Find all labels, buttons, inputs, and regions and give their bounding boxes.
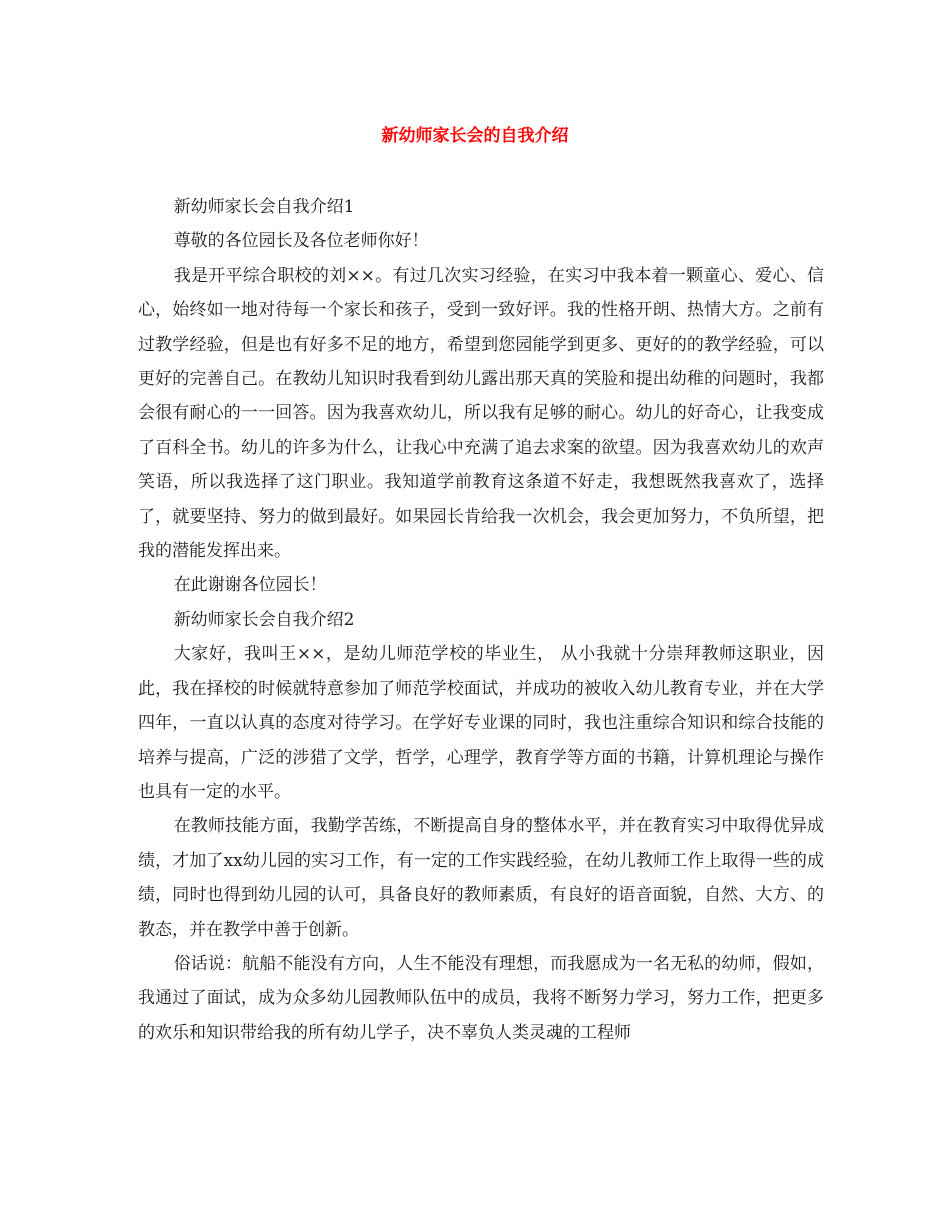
- paragraph-heading-2: 新幼师家长会自我介绍2: [173, 609, 355, 630]
- paragraph-aspiration: 俗话说：航船不能没有方向，人生不能没有理想，而我愿成为一名无私的幼师，假如，我通过了面试，成为众多幼儿园教师队伍中的成员，我将不断努力学习，努力工作，把更多的欢乐和知识带给我的所有幼儿学子，决不辜负人类灵魂的工程师: [138, 953, 824, 1043]
- paragraph-greeting: 尊敬的各位园长及各位老师你好！: [173, 231, 429, 252]
- paragraph-thanks: 在此谢谢各位园长！: [173, 575, 327, 596]
- paragraph-skills: 在教师技能方面，我勤学苦练，不断提高自身的整体水平，并在教育实习中取得优异成绩，才加了xx幼儿园的实习工作，有一定的工作实践经验，在幼儿教师工作上取得一些的成绩，同时也得到幼儿园的认可，具备良好的教师素质，有良好的语音面貌，自然、大方、的教态，并在教学中善于创新。: [138, 816, 824, 940]
- paragraph-intro-1: 我是开平综合职校的刘××。有过几次实习经验，在实习中我本着一颗童心、爱心、信心，始终如一地对待每一个家长和孩子，受到一致好评。我的性格开朗、热情大方。之前有过教学经验，但是也有好多不足的地方，希望到您园能学到更多、更好的的教学经验，可以更好的完善自己。在教幼儿知识时我看到幼儿露出那天真的笑脸和提出幼稚的问题时，我都会很有耐心的一一回答。因为我喜欢幼儿，所以我有足够的耐心。幼儿的好奇心，让我变成了百科全书。幼儿的许多为什么，让我心中充满了追去求案的欲望。因为我喜欢幼儿的欢声笑语，所以我选择了这门职业。我知道学前教育这条道不好走，我想既然我喜欢了，选择了，就要坚持、努力的做到最好。如果园长肯给我一次机会，我会更加努力，不负所望，把我的潜能发挥出来。: [138, 265, 824, 562]
- document-body: [138, 190, 824, 1050]
- paragraph-heading-1: 新幼师家长会自我介绍1: [173, 197, 355, 217]
- document-title: 新幼师家长会的自我介绍: [381, 126, 569, 146]
- paragraph-intro-2: 大家好，我叫王××，是幼儿师范学校的毕业生， 从小我就十分崇拜教师这职业，因此，我在择校的时候就特意参加了师范学校面试，并成功的被收入幼儿教育专业，并在大学四年，一直以认真的态度对待学习。在学好专业课的同时，我也注重综合知识和综合技能的培养与提高，广泛的涉猎了文学，哲学，心理学，教育学等方面的书籍，计算机理论与操作也具有一定的水平。: [138, 644, 824, 802]
